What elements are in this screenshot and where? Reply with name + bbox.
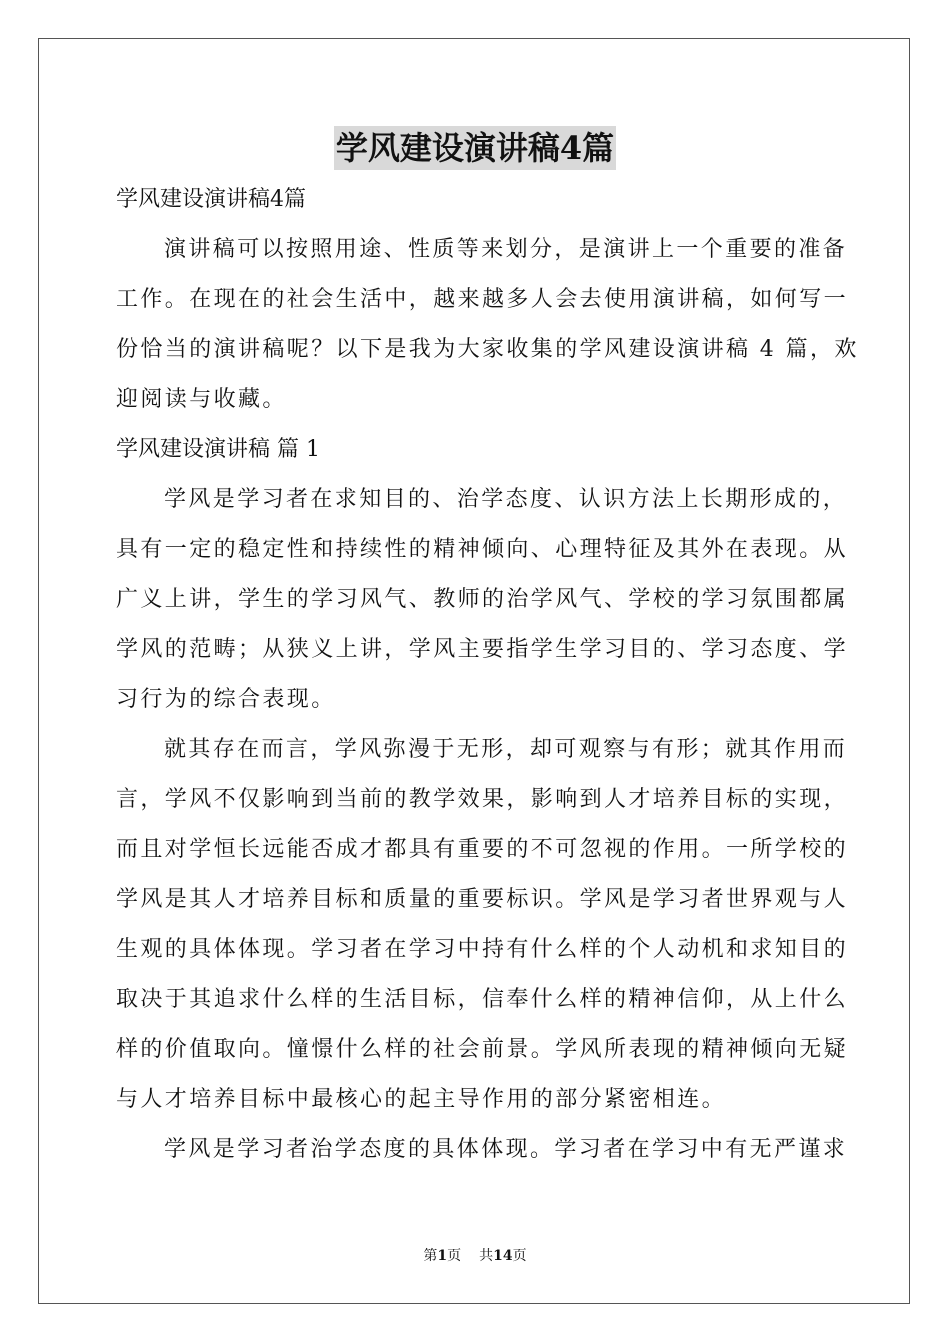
paragraph-line: 学风是其人才培养目标和质量的重要标识。学风是学习者世界观与人	[116, 887, 849, 912]
page-footer	[0, 1246, 950, 1266]
paragraph-line: 样的价值取向。憧憬什么样的社会前景。学风所表现的精神倾向无疑	[116, 1037, 849, 1062]
paragraph-line: 学风是学习者治学态度的具体体现。学习者在学习中有无严谨求	[164, 1137, 848, 1162]
paragraph-line: 就其存在而言，学风弥漫于无形，却可观察与有形；就其作用而	[164, 737, 848, 762]
paragraph-line: 生观的具体体现。学习者在学习中持有什么样的个人动机和求知目的	[116, 937, 849, 962]
page-prefix: 第	[423, 1248, 438, 1264]
document-body	[116, 175, 859, 1175]
total-pages: 14	[493, 1248, 513, 1264]
paragraph-line: 习行为的综合表现。	[116, 687, 336, 712]
paragraph-line: 言，学风不仅影响到当前的教学效果，影响到人才培养目标的实现，	[116, 787, 849, 812]
total-suffix: 页	[512, 1248, 527, 1264]
subtitle-line: 学风建设演讲稿4篇	[116, 187, 306, 212]
paragraph-line: 而且对学恒长远能否成才都具有重要的不可忽视的作用。一所学校的	[116, 837, 849, 862]
paragraph-line: 工作。在现在的社会生活中，越来越多人会去使用演讲稿，如何写一	[116, 287, 849, 312]
paragraph-line: 取决于其追求什么样的生活目标，信奉什么样的精神信仰，从上什么	[116, 987, 849, 1012]
paragraph-line: 具有一定的稳定性和持续性的精神倾向、心理特征及其外在表现。从	[116, 537, 849, 562]
title-container	[0, 126, 950, 170]
paragraph-line: 学风的范畴；从狭义上讲，学风主要指学生学习目的、学习态度、学	[116, 637, 849, 662]
paragraph-line: 学风是学习者在求知目的、治学态度、认识方法上长期形成的，	[164, 487, 848, 512]
section-heading: 学风建设演讲稿 篇 1	[116, 437, 320, 462]
page-suffix: 页	[447, 1248, 462, 1264]
paragraph-line: 份恰当的演讲稿呢？以下是我为大家收集的学风建设演讲稿 4 篇，欢	[116, 337, 859, 362]
total-prefix: 共	[479, 1248, 494, 1264]
document-title: 学风建设演讲稿4篇	[334, 126, 616, 170]
paragraph-line: 迎阅读与收藏。	[116, 387, 287, 412]
paragraph-line: 广义上讲，学生的学习风气、教师的治学风气、学校的学习氛围都属	[116, 587, 849, 612]
paragraph-line: 演讲稿可以按照用途、性质等来划分，是演讲上一个重要的准备	[164, 237, 848, 262]
page-number: 1	[437, 1248, 448, 1264]
paragraph-line: 与人才培养目标中最核心的起主导作用的部分紧密相连。	[116, 1087, 727, 1112]
